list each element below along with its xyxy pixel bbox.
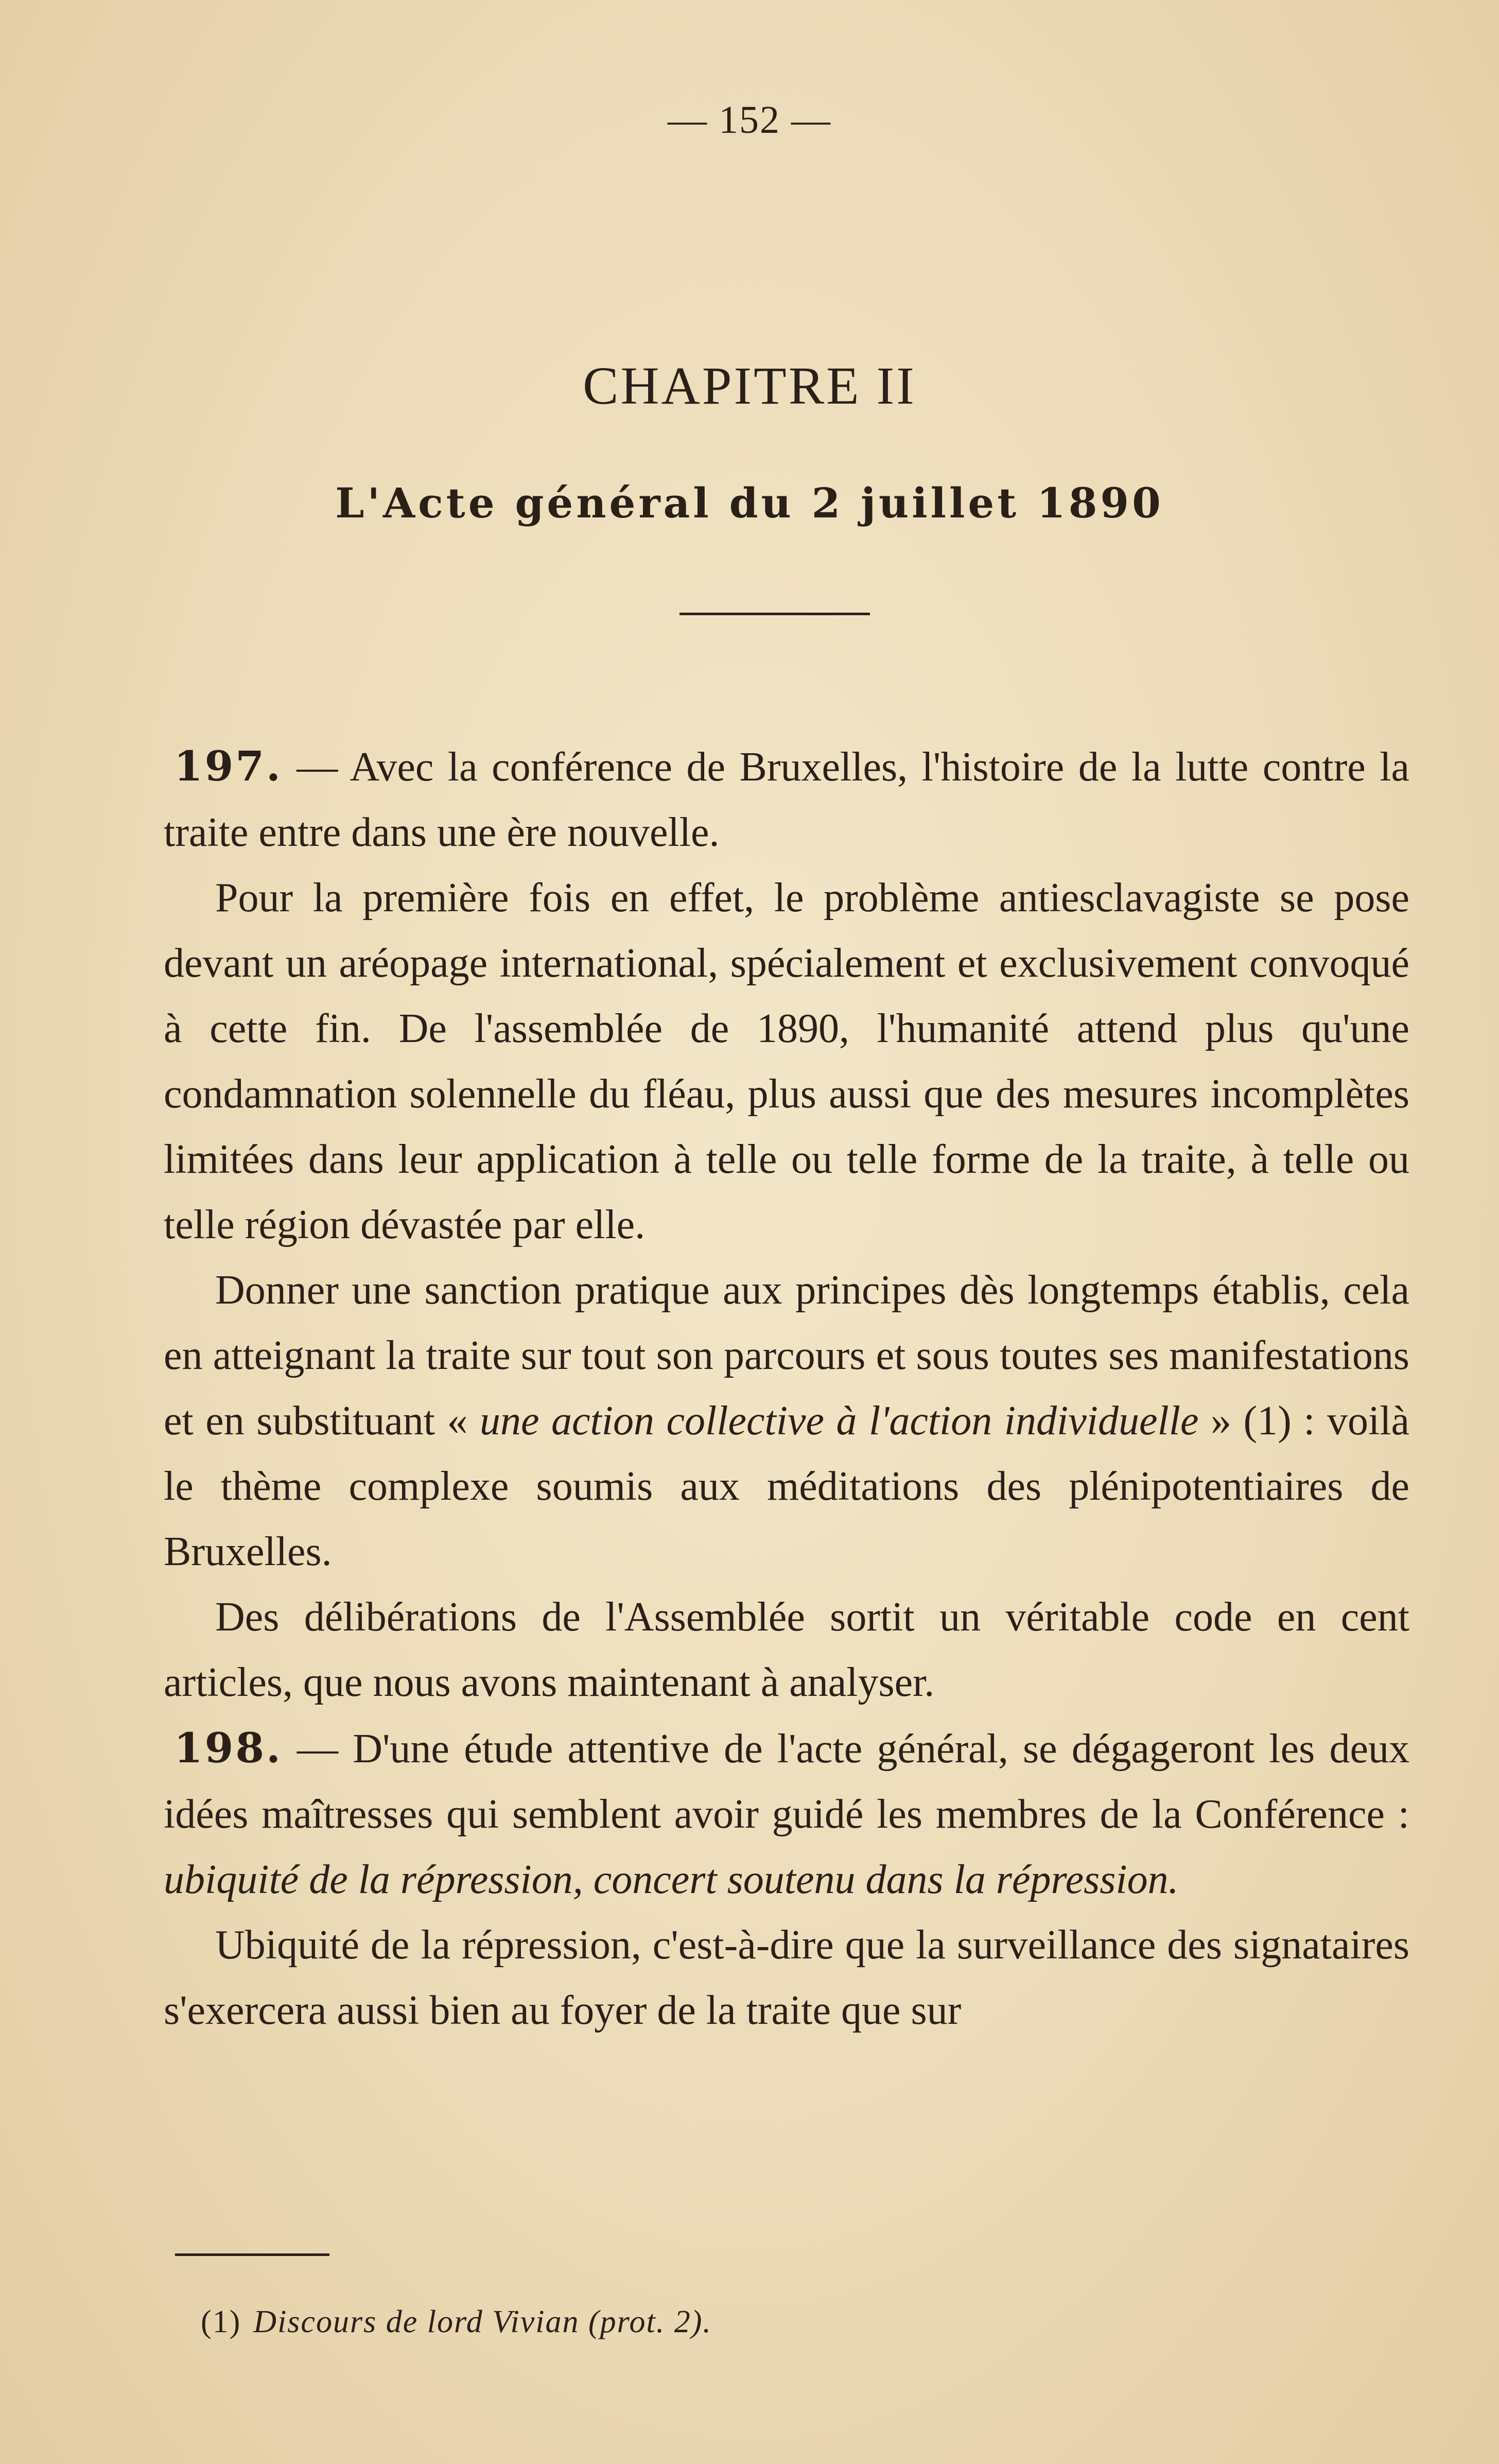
paragraph (164, 1585, 1409, 1715)
chapter-title: CHAPITRE II (583, 356, 916, 415)
emphasis-text: une action collective à l'action individuelle (480, 1398, 1199, 1444)
paragraph-text: » (1) : voilà le thème complexe soumis aux méditations des plénipotentiaires de Bruxelles. (164, 1398, 1410, 1574)
paragraph-number: 197. (174, 742, 283, 790)
footnote-text: Discours de lord Vivian (prot. 2). (253, 2304, 712, 2339)
emphasis-text: ubiquité de la répression, concert soutenu dans la répression. (164, 1857, 1179, 1902)
footnote-marker: (1) (201, 2304, 241, 2339)
footnote-divider (175, 2253, 329, 2256)
footnote (201, 2304, 712, 2340)
paragraph-197 (164, 734, 1409, 865)
title-divider (679, 613, 870, 615)
paragraph-text: — Avec la conférence de Bruxelles, l'histoire de la lutte contre la traite entre dans une ère nouvelle. (164, 744, 1409, 855)
paragraph (164, 1258, 1409, 1585)
paragraph-text: Pour la première fois en effet, le problème antiesclavagiste se pose devant un aréopage international, spécialement et exclusivement convoqué à cette fin. De l'assemblée de 1890, l'humanité attend plus qu'une condamnation solennelle du fléau, plus aussi que des mesures incomplètes limitées dans leur application à telle ou telle forme de la traite, à telle ou telle région dévastée par elle. (164, 875, 1409, 1247)
chapter-subtitle: L'Acte général du 2 juillet 1890 (335, 479, 1164, 527)
paragraph-number: 198. (174, 1724, 283, 1772)
page-number: — 152 — (668, 98, 831, 142)
paragraph-text: Ubiquité de la répression, c'est-à-dire que la surveillance des signataires s'exercera aussi bien au foyer de la traite que sur (164, 1922, 1409, 2033)
paragraph (164, 1913, 1409, 2043)
paragraph-text: — D'une étude attentive de l'acte général, se dégageront les deux idées maîtresses qui semblent avoir guidé les membres de la Conférence : (164, 1726, 1409, 1837)
paragraph-198 (164, 1715, 1409, 1913)
paragraph (164, 865, 1409, 1258)
body-text (164, 734, 1409, 2043)
paragraph-text: Des délibérations de l'Assemblée sortit un véritable code en cent articles, que nous avons maintenant à analyser. (164, 1594, 1409, 1705)
paragraph-text: Donner une sanction pratique aux principes dès longtemps établis, cela en atteignant la traite sur tout son parcours et sous toutes ses manifestations et en substituant « (164, 1268, 1409, 1444)
